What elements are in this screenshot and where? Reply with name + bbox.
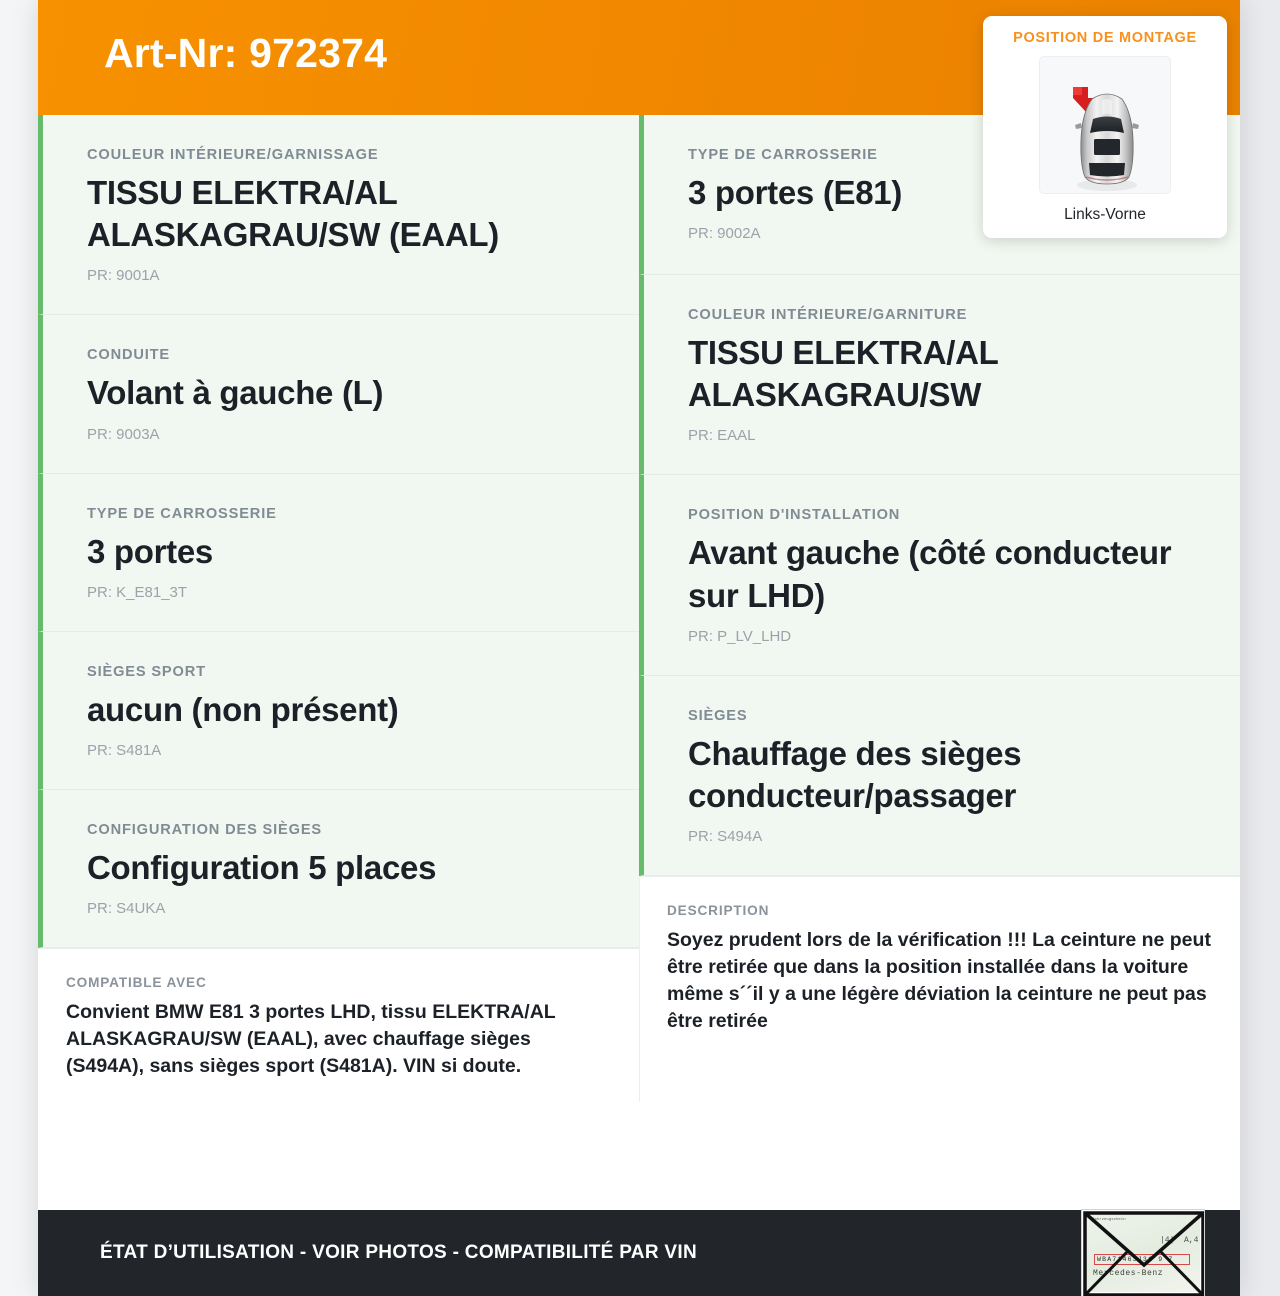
compatible-with-label: COMPATIBLE AVEC: [66, 975, 207, 991]
spec-label: CONDUITE: [87, 347, 171, 364]
spec-value: Configuration 5 places: [87, 849, 437, 887]
mounting-position-title: POSITION DE MONTAGE: [1013, 30, 1197, 46]
description-body: Soyez prudent lors de la vérification !!! La ceinture ne peut être retirée que dans la position installée dans la voiture même s´´il y a une légère déviation la ceinture ne peut pas être retirée: [667, 929, 1211, 1033]
spec-item: [38, 632, 639, 790]
spec-pr-code: PR: K_E81_3T: [87, 583, 188, 601]
spec-pr-code: PR: 9001A: [87, 267, 160, 285]
spec-item: [38, 315, 639, 473]
spec-label: COULEUR INTÉRIEURE/GARNISSAGE: [87, 147, 379, 163]
description-section: [639, 876, 1240, 1057]
description-label: DESCRIPTION: [667, 903, 770, 919]
mounting-position-label: Links-Vorne: [1064, 206, 1146, 223]
spec-value: Avant gauche (côté conducteur sur LHD): [688, 534, 1172, 614]
left-spec-list: [38, 115, 639, 948]
spec-label: COULEUR INTÉRIEURE/GARNITURE: [688, 307, 968, 323]
spec-label: TYPE DE CARROSSERIE: [87, 505, 277, 522]
spec-value: TISSU ELEKTRA/AL ALASKAGRAU/SW (EAAL): [87, 174, 499, 254]
doc-field: |4| A,4: [1160, 1236, 1199, 1245]
spec-pr-code: PR: 9002A: [688, 225, 761, 243]
spec-value: 3 portes (E81): [688, 174, 903, 211]
spec-pr-code: PR: S481A: [87, 742, 162, 760]
spec-value: 3 portes: [87, 532, 213, 570]
page-footer: [38, 1210, 1240, 1296]
spec-label: TYPE DE CARROSSERIE: [688, 147, 878, 163]
spec-value: TISSU ELEKTRA/AL ALASKAGRAU/SW: [688, 334, 998, 414]
spec-item: [639, 676, 1240, 876]
spec-pr-code: PR: S494A: [688, 828, 763, 846]
spec-item: [639, 275, 1240, 475]
spec-label: CONFIGURATION DES SIÈGES: [87, 822, 323, 839]
spec-item: [38, 474, 639, 632]
spec-value: Chauffage des sièges conducteur/passager: [688, 734, 1022, 815]
product-detail-page: [38, 0, 1240, 1296]
spec-pr-code: PR: EAAL: [688, 427, 756, 445]
right-column: [639, 115, 1240, 1057]
spec-item: [38, 790, 639, 948]
spec-label: SIÈGES: [688, 707, 748, 724]
envelope-outline: [1082, 1210, 1205, 1296]
vin-text: WBA71463J31 9 7: [1097, 1256, 1174, 1263]
doc-brand: Mercedes-Benz: [1093, 1269, 1164, 1278]
spec-value: aucun (non présent): [87, 690, 399, 728]
compatible-with-section: [38, 948, 639, 1102]
spec-value: Volant à gauche (L): [87, 374, 384, 412]
footer-notice: ÉTAT D’UTILISATION - VOIR PHOTOS - COMPATIBILITÉ PAR VIN: [100, 1242, 697, 1263]
spec-pr-code: PR: 9003A: [87, 425, 160, 443]
left-column: [38, 115, 639, 1102]
spec-pr-code: PR: S4UKA: [87, 900, 166, 918]
page-title: Art-Nr: 972374: [104, 30, 388, 76]
spec-label: SIÈGES SPORT: [87, 663, 206, 680]
mounting-position-card: [983, 16, 1227, 238]
compatible-with-body: Convient BMW E81 3 portes LHD, tissu ELEKTRA/AL ALASKAGRAU/SW (EAAL), avec chauffage sièges (S494A), sans sièges sport (S481A). VIN si doute.: [66, 1001, 556, 1078]
spec-item: [38, 115, 639, 315]
car-top-view-with-arrow-icon: [1039, 56, 1171, 194]
spec-pr-code: PR: P_LV_LHD: [688, 627, 792, 645]
doc-heading: Fahrzeugschein: [1092, 1218, 1126, 1222]
spec-label: POSITION D'INSTALLATION: [688, 507, 901, 524]
envelope-over-vehicle-document-icon: [1081, 1209, 1205, 1296]
spec-columns: [38, 115, 1240, 1102]
spec-item: [639, 475, 1240, 675]
